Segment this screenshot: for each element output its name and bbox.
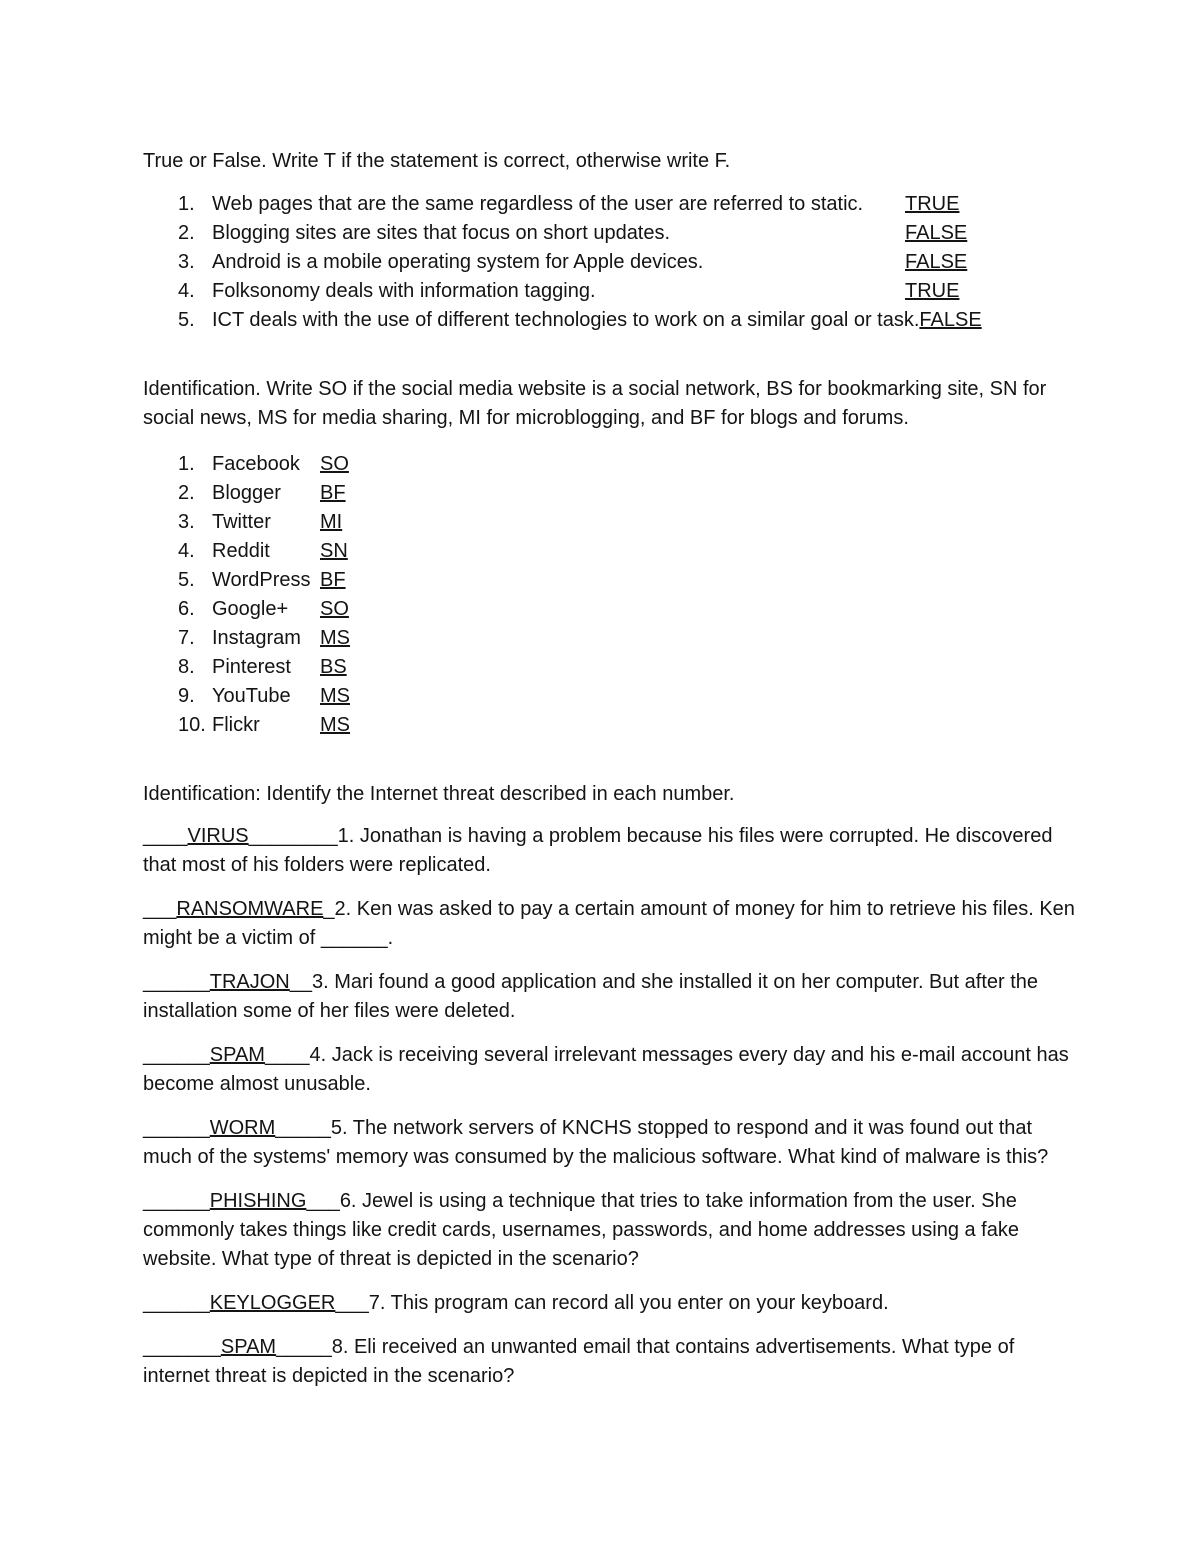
threat-answer: RANSOMWARE [176, 898, 324, 920]
blank-line: __ [289, 971, 312, 993]
threat-text: 8. Eli received an unwanted email that contains advertisements. What type of internet threat is depicted in the scenario? [143, 1336, 1015, 1387]
site-name: Blogger [212, 482, 281, 504]
tf-statement: Android is a mobile operating system for Apple devices. [212, 251, 704, 273]
threat-text: 7. This program can record all you enter on your keyboard. [368, 1292, 889, 1314]
threat-item [143, 1187, 1083, 1274]
item-number: 8. [178, 656, 195, 678]
site-answer: BF [320, 569, 346, 591]
item-number: 10. [178, 714, 206, 736]
threat-item [143, 968, 1083, 1026]
tf-statement: Web pages that are the same regardless of the user are referred to static. [212, 193, 864, 215]
threat-answer: SPAM [209, 1044, 265, 1066]
blank-line: ___ [306, 1190, 340, 1212]
social-id-item [143, 682, 1083, 711]
item-number: 1. [178, 453, 195, 475]
true-false-list [143, 190, 1083, 335]
site-answer: MI [320, 511, 343, 533]
site-name: Instagram [212, 627, 301, 649]
item-number: 2. [178, 482, 195, 504]
true-false-item [143, 219, 1083, 248]
threat-item [143, 895, 1083, 953]
tf-answer: TRUE [905, 280, 960, 302]
site-answer: MS [320, 627, 350, 649]
site-answer: BF [320, 482, 346, 504]
threat-text: 5. The network servers of KNCHS stopped to respond and it was found out that much of the systems' memory was consumed by the malicious software. What kind of malware is this? [143, 1117, 1049, 1168]
threat-answer: WORM [209, 1117, 276, 1139]
site-name: Facebook [212, 453, 300, 475]
blank-line: ____ [264, 1044, 310, 1066]
item-number: 4. [178, 540, 195, 562]
site-answer: SO [320, 598, 349, 620]
threat-answer: PHISHING [209, 1190, 307, 1212]
blank-line: ___ [143, 898, 177, 920]
blank-line: ______ [143, 1292, 210, 1314]
site-name: Flickr [212, 714, 260, 736]
site-name: Twitter [212, 511, 271, 533]
threat-answer: KEYLOGGER [209, 1292, 336, 1314]
threat-answer: SPAM [220, 1336, 277, 1358]
true-false-item [143, 248, 1083, 277]
item-number: 4. [178, 280, 195, 302]
item-number: 5. [178, 569, 195, 591]
threat-item [143, 1041, 1083, 1099]
item-number: 9. [178, 685, 195, 707]
site-name: Google+ [212, 598, 289, 620]
social-id-item [143, 653, 1083, 682]
site-answer: MS [320, 685, 350, 707]
social-id-item [143, 537, 1083, 566]
site-name: Reddit [212, 540, 270, 562]
social-id-item [143, 450, 1083, 479]
tf-answer: FALSE [905, 251, 968, 273]
site-name: Pinterest [212, 656, 291, 678]
blank-line: ______ [143, 971, 210, 993]
site-answer: SN [320, 540, 348, 562]
threat-item [143, 1114, 1083, 1172]
item-number: 3. [178, 251, 195, 273]
social-id-item [143, 508, 1083, 537]
blank-line: ____ [143, 825, 188, 847]
blank-line: ______ [143, 1044, 210, 1066]
blank-line: ______ [143, 1117, 210, 1139]
threat-item [143, 1289, 1083, 1318]
threat-text: 4. Jack is receiving several irrelevant messages every day and his e-mail account has become almost unusable. [143, 1044, 1069, 1095]
blank-line: ______ [143, 1190, 210, 1212]
true-false-heading: True or False. Write T if the statement is correct, otherwise write F. [143, 150, 731, 172]
blank-line: ________ [248, 825, 338, 847]
blank-line: _______ [143, 1336, 221, 1358]
threats-heading: Identification: Identify the Internet threat described in each number. [143, 783, 735, 805]
site-name: YouTube [212, 685, 291, 707]
item-number: 7. [178, 627, 195, 649]
social-id-list [143, 450, 1083, 740]
social-id-heading: Identification. Write SO if the social media website is a social network, BS for bookmarking site, SN for social news, MS for media sharing, MI for microblogging, and BF for blogs and forums. [143, 378, 1047, 429]
social-id-item [143, 479, 1083, 508]
true-false-item [143, 306, 1083, 335]
blank-line: _____ [276, 1336, 332, 1358]
site-answer: SO [320, 453, 349, 475]
threat-answer: VIRUS [187, 825, 249, 847]
site-name: WordPress [212, 569, 311, 591]
site-answer: BS [320, 656, 347, 678]
social-id-item [143, 566, 1083, 595]
site-answer: MS [320, 714, 350, 736]
tf-statement: Folksonomy deals with information tagging. [212, 280, 596, 302]
item-number: 3. [178, 511, 195, 533]
threat-text: 3. Mari found a good application and she installed it on her computer. But after the installation some of her files were deleted. [143, 971, 1039, 1022]
blank-line: ___ [335, 1292, 369, 1314]
threat-text: 6. Jewel is using a technique that tries to take information from the user. She commonly takes things like credit cards, usernames, passwords, and home addresses using a fake website. What type of threat is depicted in the scenario? [143, 1190, 1019, 1270]
social-id-item [143, 711, 1083, 740]
worksheet-page [143, 147, 1083, 1406]
tf-answer: TRUE [905, 193, 960, 215]
threat-item [143, 822, 1083, 880]
tf-answer: FALSE [905, 222, 968, 244]
true-false-item [143, 277, 1083, 306]
threat-text: 2. Ken was asked to pay a certain amount of money for him to retrieve his files. Ken might be a victim of ______. [143, 898, 1075, 949]
tf-statement: Blogging sites are sites that focus on short updates. [212, 222, 671, 244]
social-id-item [143, 624, 1083, 653]
tf-answer: FALSE [919, 309, 982, 331]
social-id-item [143, 595, 1083, 624]
threat-answer: TRAJON [209, 971, 290, 993]
blank-line: _ [323, 898, 335, 920]
threat-item [143, 1333, 1083, 1391]
item-number: 2. [178, 222, 195, 244]
item-number: 5. [178, 309, 195, 331]
true-false-item [143, 190, 1083, 219]
tf-statement: ICT deals with the use of different technologies to work on a similar goal or task. [212, 309, 920, 331]
item-number: 6. [178, 598, 195, 620]
blank-line: _____ [275, 1117, 331, 1139]
item-number: 1. [178, 193, 195, 215]
threat-text: 1. Jonathan is having a problem because his files were corrupted. He discovered that most of his folders were replicated. [143, 825, 1053, 876]
